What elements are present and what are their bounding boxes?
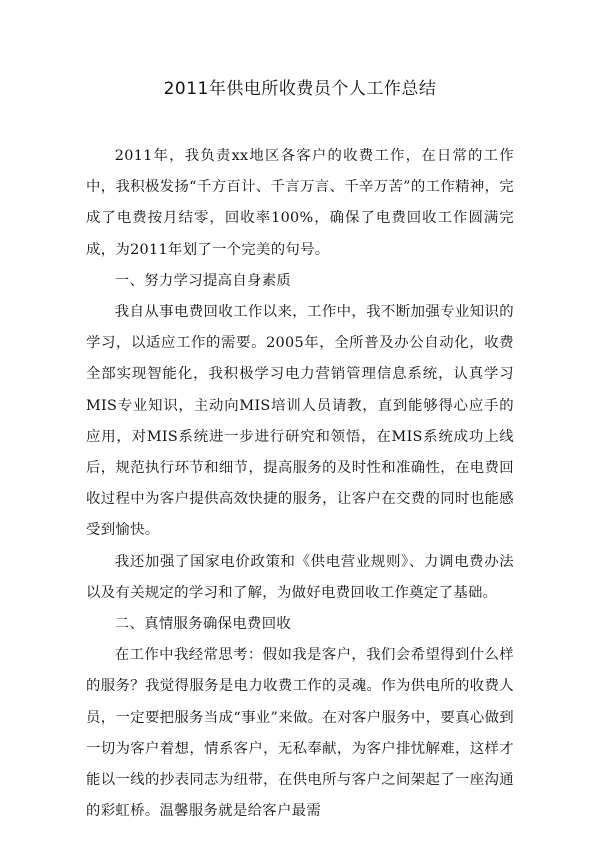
paragraph-policy: 我还加强了国家电价政策和《供电营业规则》、力调电费办法以及有关规定的学习和了解，为做好电费回收工作奠定了基础。 xyxy=(86,553,514,601)
section-heading-2: 二、真情服务确保电费回收 xyxy=(114,616,292,633)
document-body xyxy=(86,141,514,827)
document-title: 2011年供电所收费员个人工作总结 xyxy=(163,79,437,99)
section-heading-1: 一、努力学习提高自身素质 xyxy=(114,272,292,289)
paragraph-study: 我自从事电费回收工作以来，工作中，我不断加强专业知识的学习，以适应工作的需要。2005年，全所普及办公自动化，收费全部实现智能化，我积极学习电力营销管理信息系统，认真学习MIS专业知识，主动向MIS培训人员请教，直到能够得心应手的应用，对MIS系统进一步进行研究和领悟，在MIS系统成功上线后，规范执行环节和细节，提高服务的及时性和准确性，在电费回收过程中为客户提供高效快捷的服务，让客户在交费的同时也能感受到愉快。 xyxy=(86,304,514,539)
paragraph-intro: 2011年，我负责xx地区各客户的收费工作，在日常的工作中，我积极发扬“千方百计、千言万言、千辛万苦”的工作精神，完成了电费按月结零，回收率100%，确保了电费回收工作圆满完成，为2011年划了一个完美的句号。 xyxy=(86,148,514,258)
paragraph-service: 在工作中我经常思考：假如我是客户，我们会希望得到什么样的服务？我觉得服务是电力收费工作的灵魂。作为供电所的收费人员，一定要把服务当成“事业”来做。在对客户服务中，要真心做到一切为客户着想，情系客户，无私奉献，为客户排忧解难，这样才能以一线的抄表同志为纽带，在供电所与客户之间架起了一座沟通的彩虹桥。温馨服务就是给客户最需 xyxy=(86,647,514,820)
